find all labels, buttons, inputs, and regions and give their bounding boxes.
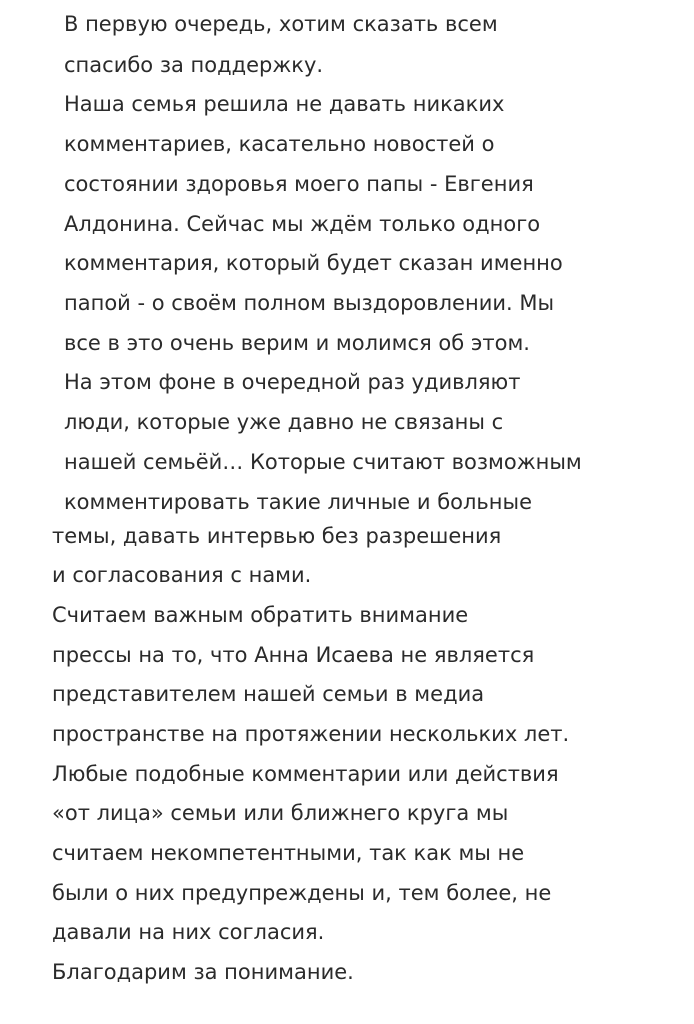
- text-line-18: представителем нашей семьи в медиа: [52, 682, 485, 706]
- text-line-13: комментировать такие личные и больные: [64, 490, 533, 514]
- text-line-2: спасибо за поддержку.: [64, 53, 324, 77]
- text-line-4: комментариев, касательно новостей о: [64, 132, 495, 156]
- text-line-8: папой - о своём полном выздоровлении. Мы: [64, 291, 555, 315]
- text-line-5: состоянии здоровья моего папы - Евгения: [64, 172, 534, 196]
- text-line-12: нашей семьёй… Которые считают возможным: [64, 450, 582, 474]
- text-line-9: все в это очень верим и молимся об этом.: [64, 331, 530, 355]
- text-line-19: пространстве на протяжении нескольких лет.: [52, 722, 570, 746]
- text-line-3: Наша семья решила не давать никаких: [64, 92, 505, 116]
- text-line-24: давали на них согласия.: [52, 920, 325, 944]
- text-line-22: считаем некомпетентными, так как мы не: [52, 841, 525, 865]
- text-line-21: «от лица» семьи или ближнего круга мы: [52, 801, 509, 825]
- text-line-23: были о них предупреждены и, тем более, не: [52, 881, 552, 905]
- text-line-14: темы, давать интервью без разрешения: [52, 524, 502, 548]
- text-line-1: В первую очередь, хотим сказать всем: [64, 12, 498, 36]
- text-line-17: прессы на то, что Анна Исаева не является: [52, 643, 535, 667]
- text-line-16: Считаем важным обратить внимание: [52, 603, 469, 627]
- text-line-25: Благодарим за понимание.: [52, 960, 354, 984]
- text-line-7: комментария, который будет сказан именно: [64, 251, 563, 275]
- text-line-11: люди, которые уже давно не связаны с: [64, 410, 504, 434]
- text-line-15: и согласования с нами.: [52, 563, 312, 587]
- text-line-10: На этом фоне в очередной раз удивляют: [64, 370, 521, 394]
- text-line-20: Любые подобные комментарии или действия: [52, 762, 559, 786]
- text-line-6: Алдонина. Сейчас мы ждём только одного: [64, 212, 541, 236]
